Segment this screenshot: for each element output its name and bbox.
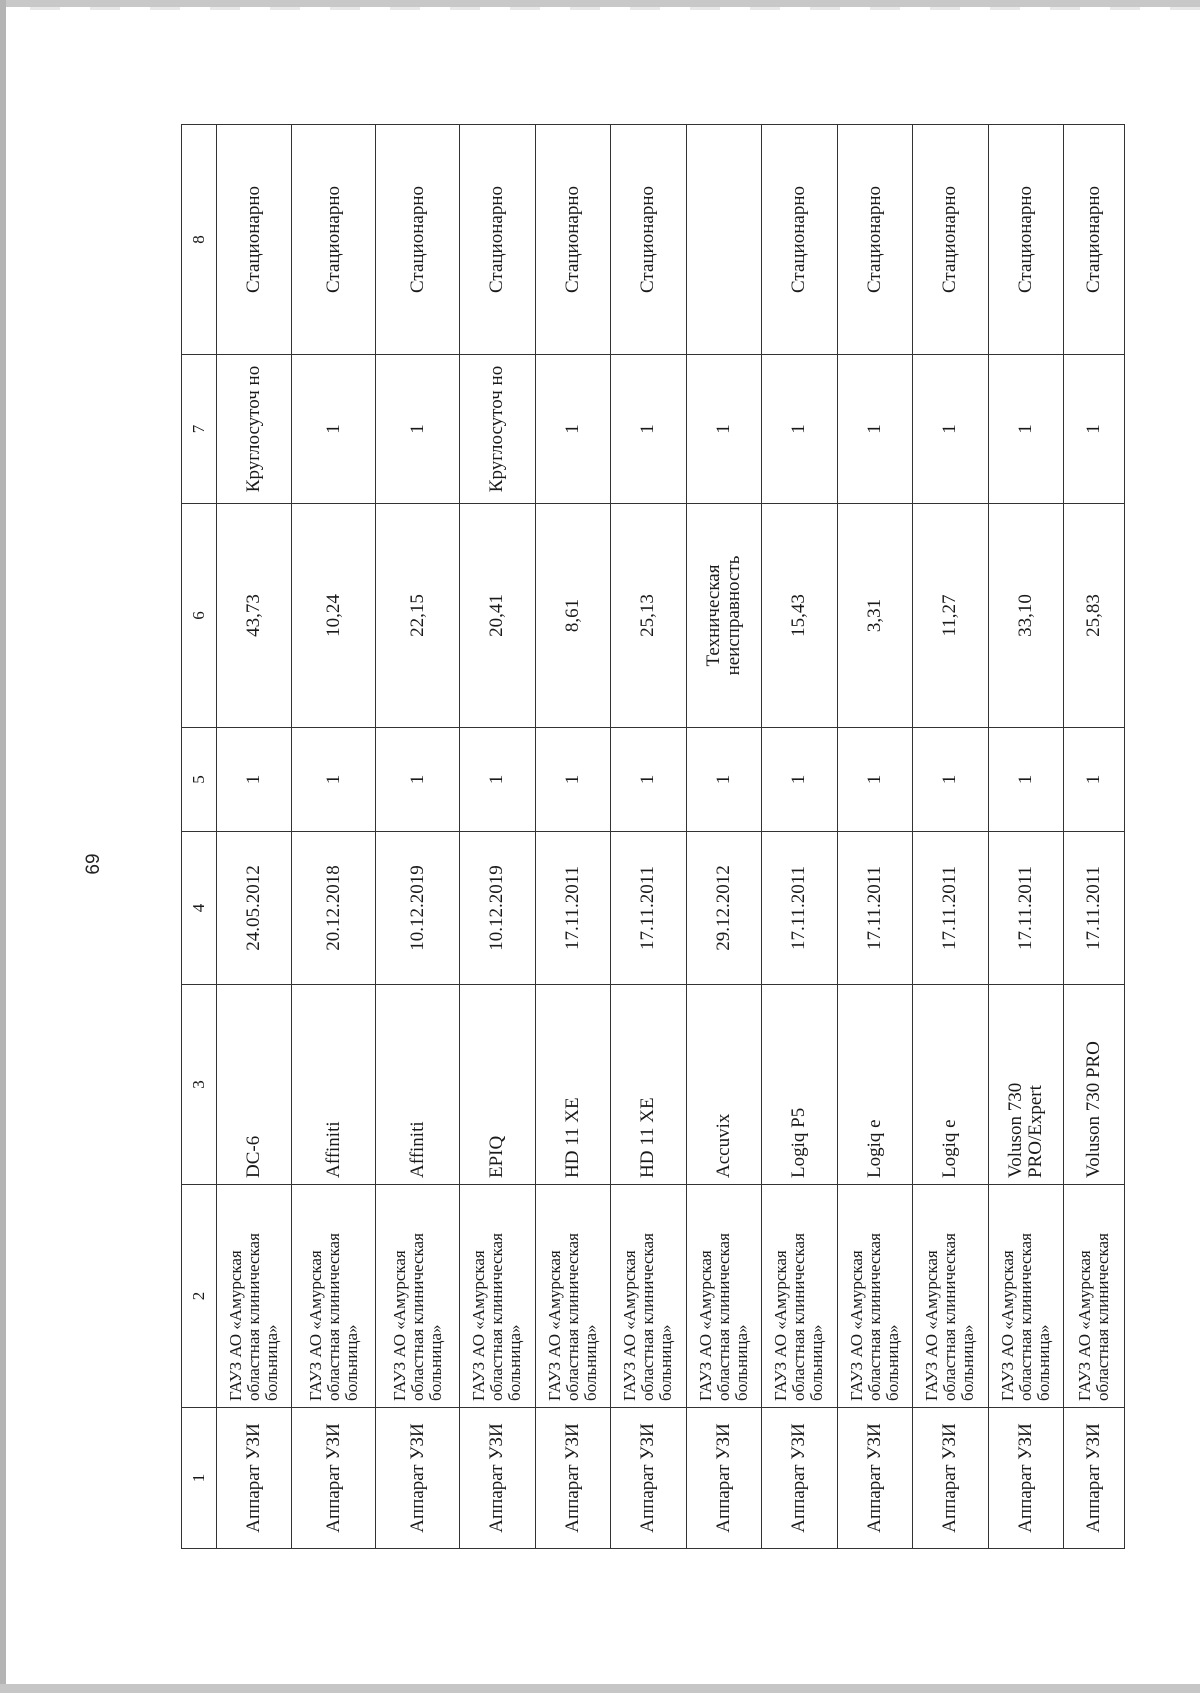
date-cell: 17.11.2011 [611,832,686,985]
model-cell: DC-6 [217,985,292,1185]
date-cell: 29.12.2012 [686,832,761,985]
load-cell: 10,24 [292,504,376,728]
date-cell: 10.12.2019 [460,832,535,985]
date-cell: 17.11.2011 [762,832,837,985]
table-row [1064,125,1125,1549]
quantity-cell: 1 [376,728,460,832]
organization-cell: ГАУЗ АО «Амурская областная клиническая больница» [376,1185,460,1408]
column-header-5: 5 [182,728,217,832]
operation-mode-cell: 1 [292,355,376,504]
model-cell: Accuvix [686,985,761,1185]
table-row [686,125,761,1549]
column-header-8: 8 [182,125,217,355]
rotated-table-container [181,125,1125,1549]
load-cell: 25,83 [1064,504,1125,728]
placement-cell: Стационарно [217,125,292,355]
model-cell: Voluson 730 PRO [1064,985,1125,1185]
scan-edge-left [0,0,6,1693]
date-cell: 17.11.2011 [913,832,988,985]
equipment-type-cell: Аппарат УЗИ [292,1408,376,1549]
organization-cell: ГАУЗ АО «Амурская областная клиническая больница» [460,1185,535,1408]
load-cell: 43,73 [217,504,292,728]
quantity-cell: 1 [686,728,761,832]
quantity-cell: 1 [988,728,1063,832]
table-header-row [182,125,217,1549]
operation-mode-cell: 1 [913,355,988,504]
table-row [535,125,610,1549]
date-cell: 24.05.2012 [217,832,292,985]
equipment-type-cell: Аппарат УЗИ [611,1408,686,1549]
date-cell: 20.12.2018 [292,832,376,985]
table-row [217,125,292,1549]
operation-mode-cell: Круглосуточ но [217,355,292,504]
quantity-cell: 1 [217,728,292,832]
operation-mode-cell: 1 [376,355,460,504]
column-header-6: 6 [182,504,217,728]
placement-cell: Стационарно [460,125,535,355]
model-cell: HD 11 XE [535,985,610,1185]
organization-cell: ГАУЗ АО «Амурская областная клиническая больница» [686,1185,761,1408]
date-cell: 17.11.2011 [988,832,1063,985]
equipment-type-cell: Аппарат УЗИ [1064,1408,1125,1549]
model-cell: EPIQ [460,985,535,1185]
load-cell: 15,43 [762,504,837,728]
equipment-type-cell: Аппарат УЗИ [913,1408,988,1549]
page-number: 69 [83,853,104,875]
scan-edge-bottom [0,1684,1200,1693]
organization-cell: ГАУЗ АО «Амурская областная клиническая больница» [611,1185,686,1408]
operation-mode-cell: 1 [762,355,837,504]
quantity-cell: 1 [292,728,376,832]
load-cell: 8,61 [535,504,610,728]
table-row [611,125,686,1549]
column-header-7: 7 [182,355,217,504]
table-row [988,125,1063,1549]
organization-cell: ГАУЗ АО «Амурская областная клиническая больница» [762,1185,837,1408]
load-cell: Техническая неисправность [686,504,761,728]
operation-mode-cell: Круглосуточ но [460,355,535,504]
date-cell: 17.11.2011 [1064,832,1125,985]
column-header-4: 4 [182,832,217,985]
column-header-2: 2 [182,1185,217,1408]
model-cell: Logiq P5 [762,985,837,1185]
equipment-type-cell: Аппарат УЗИ [686,1408,761,1549]
table-row [292,125,376,1549]
placement-cell: Стационарно [535,125,610,355]
quantity-cell: 1 [535,728,610,832]
equipment-type-cell: Аппарат УЗИ [376,1408,460,1549]
operation-mode-cell: 1 [535,355,610,504]
model-cell: Affiniti [376,985,460,1185]
table-row [837,125,912,1549]
operation-mode-cell: 1 [1064,355,1125,504]
organization-cell: ГАУЗ АО «Амурская областная клиническая [1064,1185,1125,1408]
organization-cell: ГАУЗ АО «Амурская областная клиническая больница» [913,1185,988,1408]
load-cell: 22,15 [376,504,460,728]
quantity-cell: 1 [611,728,686,832]
placement-cell: Стационарно [1064,125,1125,355]
placement-cell: Стационарно [913,125,988,355]
model-cell: Affiniti [292,985,376,1185]
quantity-cell: 1 [913,728,988,832]
model-cell: Logiq e [837,985,912,1185]
load-cell: 33,10 [988,504,1063,728]
equipment-type-cell: Аппарат УЗИ [217,1408,292,1549]
operation-mode-cell: 1 [686,355,761,504]
equipment-type-cell: Аппарат УЗИ [460,1408,535,1549]
date-cell: 10.12.2019 [376,832,460,985]
table-row [460,125,535,1549]
organization-cell: ГАУЗ АО «Амурская областная клиническая больница» [292,1185,376,1408]
operation-mode-cell: 1 [988,355,1063,504]
placement-cell: Стационарно [837,125,912,355]
operation-mode-cell: 1 [611,355,686,504]
organization-cell: ГАУЗ АО «Амурская областная клиническая больница» [988,1185,1063,1408]
placement-cell [686,125,761,355]
placement-cell: Стационарно [292,125,376,355]
column-header-1: 1 [182,1408,217,1549]
placement-cell: Стационарно [762,125,837,355]
equipment-type-cell: Аппарат УЗИ [837,1408,912,1549]
equipment-table [181,124,1125,1549]
table-row [376,125,460,1549]
table-row [913,125,988,1549]
table-body [217,125,1125,1549]
table-row [762,125,837,1549]
operation-mode-cell: 1 [837,355,912,504]
model-cell: Voluson 730 PRO/Expert [988,985,1063,1185]
quantity-cell: 1 [1064,728,1125,832]
column-header-3: 3 [182,985,217,1185]
date-cell: 17.11.2011 [837,832,912,985]
date-cell: 17.11.2011 [535,832,610,985]
placement-cell: Стационарно [988,125,1063,355]
load-cell: 25,13 [611,504,686,728]
equipment-type-cell: Аппарат УЗИ [988,1408,1063,1549]
organization-cell: ГАУЗ АО «Амурская областная клиническая больница» [217,1185,292,1408]
load-cell: 20,41 [460,504,535,728]
model-cell: Logiq e [913,985,988,1185]
load-cell: 3,31 [837,504,912,728]
quantity-cell: 1 [460,728,535,832]
model-cell: HD 11 XE [611,985,686,1185]
quantity-cell: 1 [762,728,837,832]
placement-cell: Стационарно [376,125,460,355]
quantity-cell: 1 [837,728,912,832]
equipment-type-cell: Аппарат УЗИ [762,1408,837,1549]
organization-cell: ГАУЗ АО «Амурская областная клиническая больница» [837,1185,912,1408]
placement-cell: Стационарно [611,125,686,355]
equipment-type-cell: Аппарат УЗИ [535,1408,610,1549]
scan-edge-top [0,0,1200,10]
organization-cell: ГАУЗ АО «Амурская областная клиническая больница» [535,1185,610,1408]
load-cell: 11,27 [913,504,988,728]
